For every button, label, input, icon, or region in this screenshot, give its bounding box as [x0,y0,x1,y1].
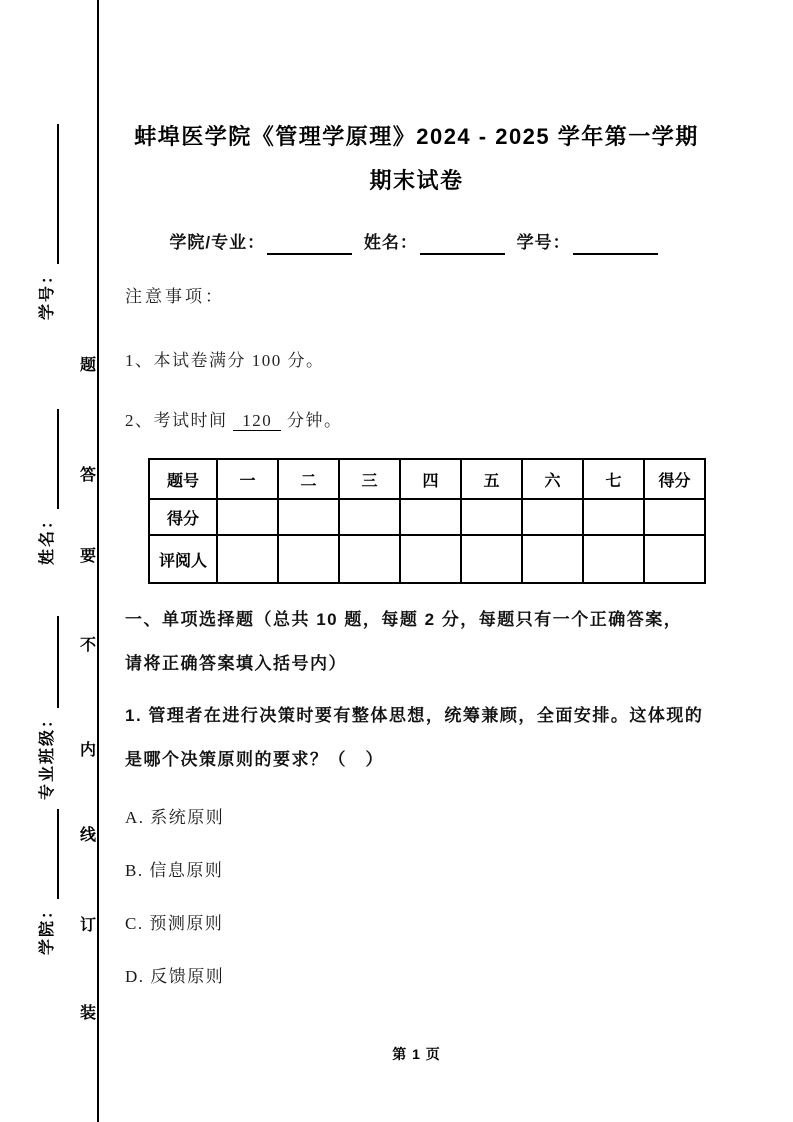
notice-item-2-prefix: 2、考试时间 [125,411,228,430]
score-cell [583,499,644,535]
score-table-corner: 题号 [149,459,217,499]
score-cell [339,499,400,535]
margin-field-college-label: 学院： [39,900,56,955]
margin-field-major-class-label: 专业班级： [39,709,56,800]
section-heading-line1: 一、单项选择题（总共 10 题，每题 2 分，每题只有一个正确答案， [125,610,683,629]
exam-title-line1: 蚌埠医学院《管理学原理》2024 - 2025 学年第一学期 [134,124,699,149]
score-table-col-4: 四 [400,459,461,499]
notice-item-2 [125,406,343,431]
question-1-option-a: A. 系统原则 [125,808,225,827]
score-table-col-2: 二 [278,459,339,499]
notice-item-1: 1、本试卷满分 100 分。 [125,351,325,370]
page-number: 第 1 页 [392,1046,441,1062]
score-cell [278,499,339,535]
seal-char-yao: 要 [79,548,96,565]
margin-field-college-blank [39,809,59,899]
seal-char-xian: 线 [79,827,96,844]
score-table-col-7: 七 [583,459,644,499]
margin-field-student-id [34,95,59,320]
college-major-label: 学院/专业： [169,233,266,252]
score-table-grader-row [149,535,705,583]
student-info-row [125,228,708,255]
name-blank [420,233,505,255]
seal-char-da: 答 [79,467,96,484]
score-table-score-row [149,499,705,535]
grader-cell [644,535,705,583]
margin-field-student-id-blank [39,124,59,264]
grader-cell [522,535,583,583]
notice-item-2-suffix: 分钟。 [287,411,343,430]
grader-cell [339,535,400,583]
score-table-col-5: 五 [461,459,522,499]
question-1-option-b: B. 信息原则 [125,861,224,880]
grader-cell [278,535,339,583]
exam-duration-blank: 120 [233,411,281,431]
name-label: 姓名： [363,233,418,252]
question-1-option-d: D. 反馈原则 [125,967,225,986]
score-table-col-1: 一 [217,459,278,499]
margin-field-major-class-blank [39,616,59,708]
question-1 [125,694,723,782]
score-table-score-header: 得分 [644,459,705,499]
grader-cell [217,535,278,583]
score-cell [522,499,583,535]
score-table [148,458,706,584]
score-table-col-3: 三 [339,459,400,499]
margin-field-name [34,385,59,565]
notice-heading: 注意事项： [125,287,225,306]
grader-cell [461,535,522,583]
question-1-line1: 1. 管理者在进行决策时要有整体思想，统筹兼顾，全面安排。这体现的 [125,706,704,725]
score-table-col-6: 六 [522,459,583,499]
student-id-blank [573,233,658,255]
score-cell [461,499,522,535]
score-cell [644,499,705,535]
seal-char-nei: 内 [79,742,96,759]
seal-char-bu: 不 [79,637,96,654]
question-1-option-c: C. 预测原则 [125,914,224,933]
score-cell [400,499,461,535]
section-heading-line2: 请将正确答案填入括号内） [125,654,347,673]
grader-cell [583,535,644,583]
margin-field-student-id-label: 学号： [39,265,56,320]
margin-field-college [34,800,59,955]
grader-cell [400,535,461,583]
margin-field-major-class [34,580,59,800]
question-1-line2: 是哪个决策原则的要求？（ ） [125,750,384,769]
exam-title-line2: 期末试卷 [369,168,464,193]
seal-char-ti: 题 [79,357,96,374]
margin-field-name-blank [39,409,59,509]
margin-field-name-label: 姓名： [39,510,56,565]
college-major-blank [267,233,352,255]
score-cell [217,499,278,535]
seal-char-ding: 订 [79,917,96,934]
seal-char-zhuang: 装 [79,1005,96,1022]
score-table-header-row [149,459,705,499]
grader-row-label: 评阅人 [149,535,217,583]
score-row-label: 得分 [149,499,217,535]
student-id-label: 学号： [516,233,571,252]
section-heading [125,598,723,686]
